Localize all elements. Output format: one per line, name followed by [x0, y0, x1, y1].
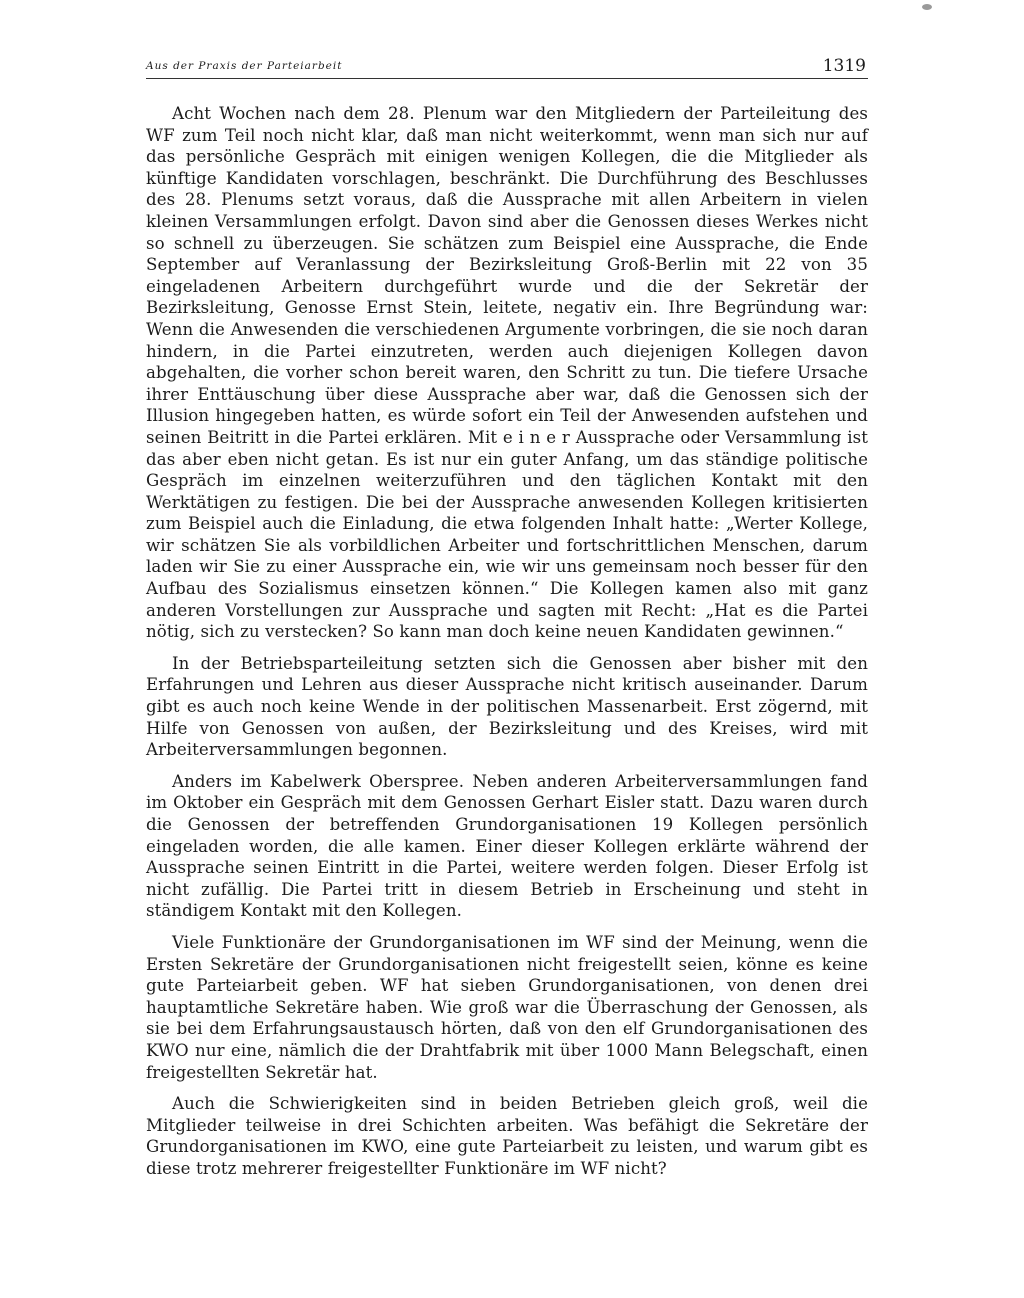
- paragraph: Viele Funktionäre der Grundorganisationen im WF sind der Meinung, wenn die Ersten Sekretäre der Grundorganisationen nicht freigestellt seien, könne es keine gute Parteiarbeit geben. WF hat sieben Grundorganisationen, von denen drei hauptamtliche Sekretäre haben. Wie groß war die Überraschung der Genossen, als sie bei dem Erfahrungsaustausch hörten, daß von den elf Grundorganisationen des KWO nur eine, nämlich die der Drahtfabrik mit über 1000 Mann Belegschaft, einen freigestellten Sekretär hat.: [146, 932, 868, 1082]
- running-head: Aus der Praxis der Parteiarbeit: [146, 60, 343, 72]
- body-text: [146, 103, 868, 1180]
- page-number: 1319: [822, 56, 866, 76]
- page: [146, 52, 868, 1180]
- paragraph: In der Betriebsparteileitung setzten sich die Genossen aber bisher mit den Erfahrungen und Lehren aus dieser Aussprache nicht kritisch auseinander. Darum gibt es auch noch keine Wende in der politischen Massenarbeit. Erst zögernd, mit Hilfe von Genossen von außen, der Bezirksleitung und des Kreises, wird mit Arbeiterversammlungen begonnen.: [146, 653, 868, 760]
- page-header: [146, 52, 868, 79]
- paragraph: Auch die Schwierigkeiten sind in beiden Betrieben gleich groß, weil die Mitglieder teilweise in drei Schichten arbeiten. Was befähigt die Sekretäre der Grundorganisationen im KWO, eine gute Parteiarbeit zu leisten, und warum gibt es diese trotz mehrerer freigestellter Funktionäre im WF nicht?: [146, 1094, 868, 1178]
- paragraph: Anders im Kabelwerk Oberspree. Neben anderen Arbeiterversammlungen fand im Oktober ein Gespräch mit dem Genossen Gerhart Eisler statt. Dazu waren durch die Genossen der betreffenden Grundorganisationen 19 Kollegen persönlich eingeladen worden, die alle kamen. Einer dieser Kollegen erklärte während der Aussprache seinen Eintritt in die Partei, weitere werden folgen. Dieser Erfolg ist nicht zufällig. Die Partei tritt in diesem Betrieb in Erscheinung und steht in ständigem Kontakt mit den Kollegen.: [146, 771, 868, 921]
- scan-mark: [922, 4, 932, 10]
- paragraph: Acht Wochen nach dem 28. Plenum war den Mitgliedern der Parteileitung des WF zum Teil noch nicht klar, daß man nicht weiterkommt, wenn man sich nur auf das persönliche Gespräch mit einigen wenigen Kollegen, die die Mitglieder als künftige Kandidaten vorschlagen, beschränkt. Die Durchführung des Beschlusses des 28. Plenums setzt voraus, daß die Aussprache mit allen Arbeitern in vielen kleinen Versammlungen erfolgt. Davon sind aber die Genossen dieses Werkes nicht so schnell zu überzeugen. Sie schätzen zum Beispiel eine Aussprache, die Ende September auf Veranlassung der Bezirksleitung Groß-Berlin mit 22 von 35 eingeladenen Arbeitern durchgeführt wurde und die der Sekretär der Bezirksleitung, Genosse Ernst Stein, leitete, negativ ein. Ihre Begründung war: Wenn die Anwesenden die verschiedenen Argumente vorbringen, die sie noch daran hindern, in die Partei einzutreten, werden auch diejenigen Kollegen davon abgehalten, die vorher schon bereit waren, den Schritt zu tun. Die tiefere Ursache ihrer Enttäuschung über diese Aussprache aber war, daß die Genossen sich der Illusion hingegeben hatten, es würde sofort ein Teil der Anwesenden aufstehen und seinen Beitritt in die Partei erklären. Mit e i n e r Aussprache oder Versammlung ist das aber eben nicht getan. Es ist nur ein guter Anfang, um das ständige politische Gespräch im einzelnen weiterzuführen und den täglichen Kontakt mit den Werktätigen zu festigen. Die bei der Aussprache anwesenden Kollegen kritisierten zum Beispiel auch die Einladung, die etwa folgenden Inhalt hatte: „Werter Kollege, wir schätzen Sie als vorbildlichen Arbeiter und fortschrittlichen Menschen, darum laden wir Sie zu einer Aussprache ein, wie wir uns gemeinsam noch besser für den Aufbau des Sozialismus einsetzen können.“ Die Kollegen kamen also mit ganz anderen Vorstellungen zur Aussprache und sagten mit Recht: „Hat es die Partei nötig, sich zu verstecken? So kann man doch keine neuen Kandidaten gewinnen.“: [146, 104, 868, 642]
